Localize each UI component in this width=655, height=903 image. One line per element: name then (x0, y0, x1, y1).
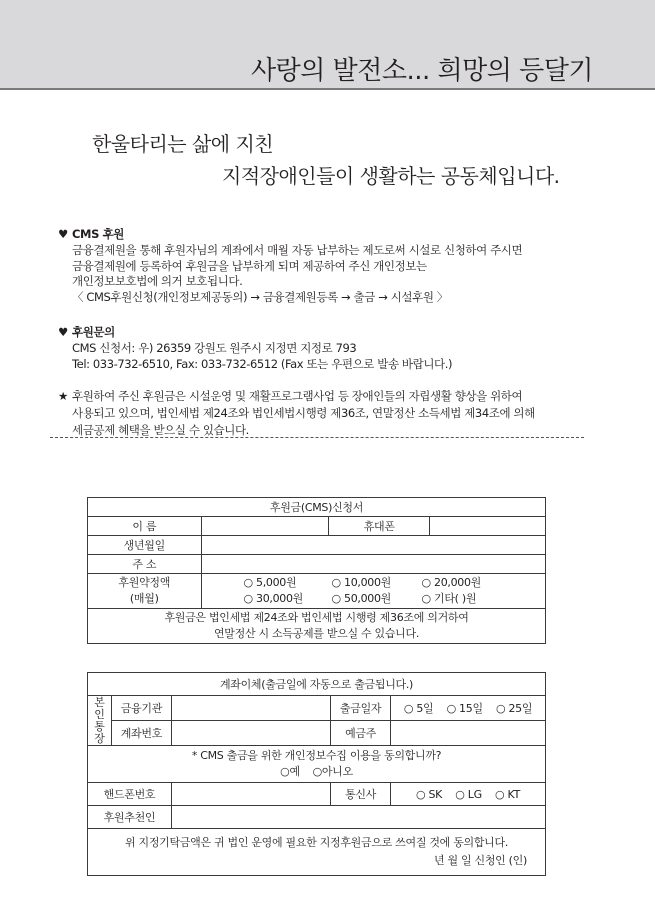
mobile-label: 핸드폰번호 (88, 783, 172, 806)
side-char: 통 (94, 719, 105, 733)
carrier-options (391, 783, 546, 806)
withdraw-options (391, 696, 546, 721)
tax-line: 세금공제 혜택을 받으실 수 있습니다. (72, 423, 249, 437)
intro-line-1: 한울타리는 삶에 지친 (92, 132, 274, 156)
cms-line: 개인정보보호법에 의거 보호됩니다. (72, 274, 243, 289)
mobile-field[interactable] (171, 783, 330, 806)
carrier-option[interactable]: ○ SK (415, 787, 443, 801)
transfer-form (87, 672, 546, 876)
inquiry-body (58, 341, 452, 373)
inquiry-heading-text: 후원문의 (72, 325, 115, 339)
passbook-side-label (88, 696, 112, 746)
signature-line: 년 월 일 신청인 (인) (433, 854, 527, 867)
cms-line: 금융결제원에 등록하여 후원금을 납부하게 되며 제공하여 주신 개인정보는 (72, 258, 427, 273)
consent-question: * CMS 출금을 위한 개인정보수집 이용을 동의합니까? (191, 749, 442, 762)
address-field[interactable] (201, 555, 546, 574)
form-title: 후원금(CMS)신청서 (88, 498, 546, 517)
referrer-field[interactable] (171, 806, 545, 829)
consent-no-option[interactable]: ○아니오 (312, 765, 353, 778)
bank-field[interactable] (171, 696, 330, 721)
amount-label: 후원약정액 (118, 576, 171, 589)
side-char: 본 (94, 695, 105, 709)
header-divider (0, 88, 655, 90)
inquiry-line: CMS 신청서: 우) 26359 강원도 원주시 지정면 지정로 793 (72, 340, 357, 355)
heart-icon: ♥ (58, 325, 68, 339)
withdraw-option[interactable]: ○ 25일 (495, 702, 533, 715)
name-label: 이 름 (88, 517, 202, 536)
heart-icon: ♥ (58, 227, 68, 241)
depositor-field[interactable] (391, 721, 546, 746)
tax-body (58, 388, 535, 439)
tax-section (58, 388, 535, 439)
amount-option[interactable]: ○ 30,000원 (243, 592, 304, 605)
cms-section (58, 227, 522, 306)
inquiry-section (58, 325, 452, 372)
phone-field[interactable] (430, 517, 546, 536)
account-field[interactable] (171, 721, 330, 746)
withdraw-option[interactable]: ○ 15일 (446, 702, 483, 715)
amount-option[interactable]: ○ 20,000원 (421, 576, 482, 589)
agreement-text: 위 지정기탁금액은 귀 법인 운영에 필요한 지정후원금으로 쓰여질 것에 동의합니다. (124, 836, 509, 849)
carrier-label: 통신사 (331, 783, 391, 806)
amount-sub-label: (매월) (129, 592, 159, 605)
phone-label: 휴대폰 (329, 517, 430, 536)
birth-label: 생년월일 (88, 536, 202, 555)
cms-heading-text: CMS 후원 (72, 227, 124, 241)
inquiry-line: Tel: 033-732-6510, Fax: 033-732-6512 (Fax 또는 우편으로 발송 바랍니다.) (72, 356, 453, 371)
cms-line: 〈 CMS후원신청(개인정보제공동의) → 금융결제원등록 → 출금 → 시설후원 〉 (72, 290, 448, 305)
intro-line-2: 지적장애인들이 생활하는 공동체입니다. (222, 164, 560, 188)
cms-application-form (87, 497, 546, 644)
star-icon: ★ (58, 389, 68, 403)
carrier-option[interactable]: ○ LG (455, 787, 482, 801)
tax-note (88, 609, 546, 644)
cut-line (50, 437, 584, 438)
cms-heading (58, 227, 522, 243)
amount-option[interactable]: ○ 5,000원 (243, 576, 297, 589)
header-band (0, 0, 655, 88)
amount-options (201, 574, 546, 609)
side-char: 인 (94, 707, 105, 721)
withdraw-label: 출금일자 (331, 696, 391, 721)
amount-option[interactable]: ○ 기타( )원 (421, 592, 477, 605)
consent-yes-option[interactable]: ○예 (280, 765, 300, 778)
tax-note-line: 연말정산 시 소득공제를 받으실 수 있습니다. (213, 627, 420, 640)
depositor-label: 예금주 (331, 721, 391, 746)
carrier-option[interactable]: ○ KT (495, 787, 521, 801)
referrer-label: 후원추천인 (88, 806, 172, 829)
agreement-cell (88, 829, 546, 876)
tax-line: 후원하여 주신 후원금은 시설운영 및 재활프로그램사업 등 장애인들의 자립생활 향상을 위하여 (72, 389, 523, 403)
bank-label: 금융기관 (111, 696, 171, 721)
name-field[interactable] (201, 517, 329, 536)
consent-cell (88, 746, 546, 783)
amount-option[interactable]: ○ 50,000원 (331, 592, 392, 605)
address-label: 주 소 (88, 555, 202, 574)
birth-field[interactable] (201, 536, 546, 555)
cms-line: 금융결제원을 통해 후원자님의 계좌에서 매월 자동 납부하는 제도로써 시설로 신청하여 주시면 (72, 242, 523, 257)
page-title: 사랑의 발전소... 희망의 등달기 (251, 56, 593, 86)
tax-line: 사용되고 있으며, 법인세법 제24조와 법인세법시행령 제36조, 연말정산 소득세법 제34조에 의해 (72, 406, 535, 420)
tax-note-line: 후원금은 법인세법 제24조와 법인세법 시행령 제36조에 의거하여 (164, 611, 469, 624)
transfer-title: 계좌이체(출금일에 자동으로 출금됩니다.) (88, 673, 546, 696)
side-char: 장 (94, 731, 105, 745)
account-label: 계좌번호 (111, 721, 171, 746)
inquiry-heading (58, 325, 452, 341)
amount-option[interactable]: ○ 10,000원 (331, 576, 392, 589)
withdraw-option[interactable]: ○ 5일 (403, 702, 434, 715)
cms-body (58, 243, 522, 306)
amount-label-cell (88, 574, 202, 609)
